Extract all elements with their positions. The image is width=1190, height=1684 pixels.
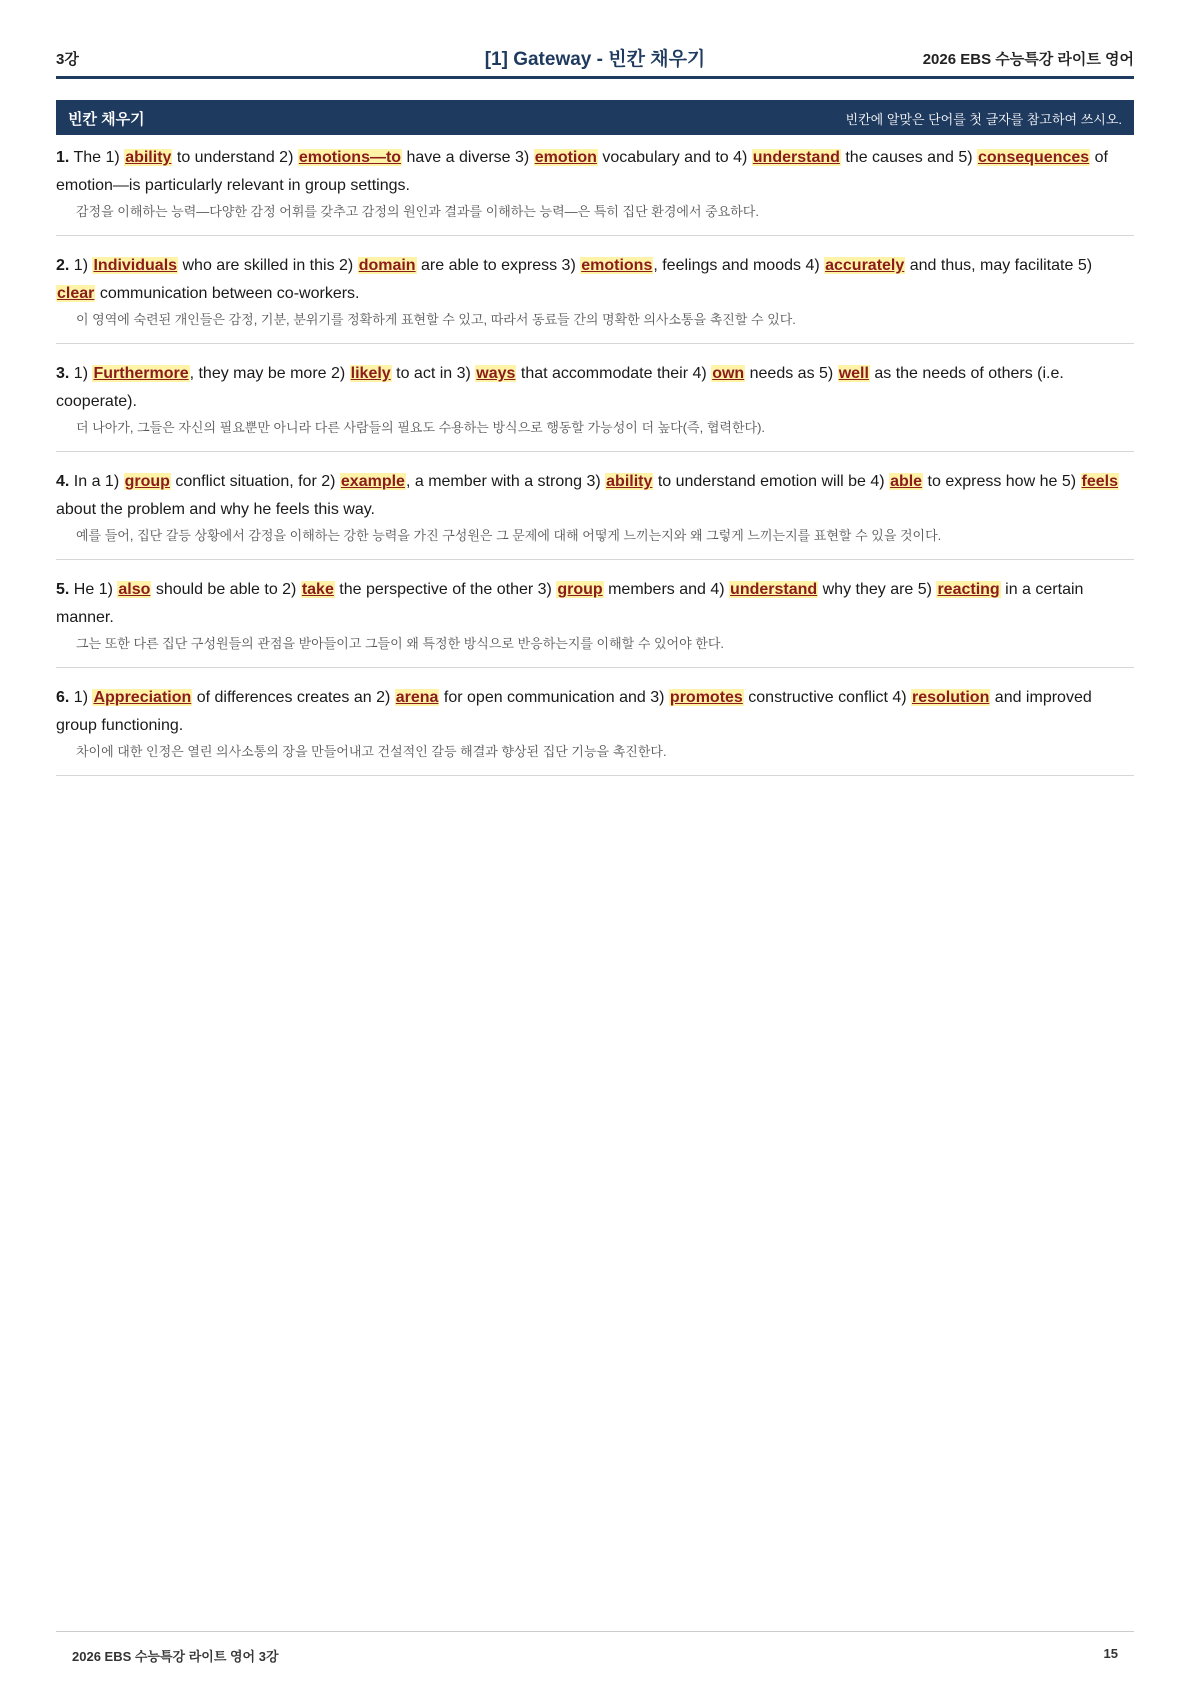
sentence-text: 1) <box>73 365 93 382</box>
exercise-item <box>56 684 1134 776</box>
english-sentence <box>56 144 1134 200</box>
english-sentence <box>56 360 1134 416</box>
sentence-text: for open communication and 3) <box>439 689 669 706</box>
korean-translation: 그는 또한 다른 집단 구성원들의 관점을 받아들이고 그들이 왜 특정한 방식으로 반응하는지를 이해할 수 있어야 한다. <box>76 636 725 651</box>
blank-answer: understand <box>730 581 818 598</box>
exercise-item <box>56 144 1134 236</box>
sentence-text: , a member with a strong 3) <box>405 473 606 490</box>
sentence-text: and thus, may facilitate 5) <box>905 257 1093 274</box>
exercise-item <box>56 468 1134 560</box>
sentence-text: , feelings and moods 4) <box>653 257 825 274</box>
sentence-text: of emotion—is particularly relevant in group settings. <box>56 149 1108 194</box>
blank-answer: Appreciation <box>93 689 192 706</box>
book-title: 2026 EBS 수능특강 라이트 영어 <box>922 51 1134 68</box>
sentence-text: as the needs of others (i.e. cooperate). <box>56 365 1064 410</box>
item-number: 2. <box>56 257 70 274</box>
korean-translation: 차이에 대한 인정은 열린 의사소통의 장을 만들어내고 건설적인 갈등 해결과 향상된 집단 기능을 촉진한다. <box>76 744 667 759</box>
item-number: 3. <box>56 365 70 382</box>
blank-answer: domain <box>358 257 416 274</box>
page-footer <box>56 1631 1134 1664</box>
exercise-item <box>56 576 1134 668</box>
blank-answer: consequences <box>978 149 1090 166</box>
blank-answer: arena <box>395 689 439 706</box>
item-number: 5. <box>56 581 70 598</box>
english-sentence <box>56 468 1134 524</box>
item-number: 6. <box>56 689 70 706</box>
blank-answer: understand <box>752 149 840 166</box>
sentence-text: to express how he 5) <box>923 473 1081 490</box>
sentence-text: The 1) <box>73 149 125 166</box>
sentence-text: needs as 5) <box>745 365 838 382</box>
blank-answer: example <box>340 473 405 490</box>
korean-translation: 감정을 이해하는 능력—다양한 감정 어휘를 갖추고 감정의 원인과 결과를 이해하는 능력—은 특히 집단 환경에서 중요하다. <box>76 204 759 219</box>
sentence-text: have a diverse 3) <box>402 149 534 166</box>
sentence-text: the perspective of the other 3) <box>334 581 557 598</box>
sentence-text: that accommodate their 4) <box>516 365 712 382</box>
blank-answer: Furthermore <box>93 365 189 382</box>
page-number: 15 <box>1103 1646 1118 1661</box>
sentence-text: are able to express 3) <box>416 257 581 274</box>
sentence-text: to understand emotion will be 4) <box>653 473 890 490</box>
blank-answer: ways <box>476 365 516 382</box>
sentence-text: about the problem and why he feels this way. <box>56 501 375 518</box>
blank-answer: own <box>712 365 745 382</box>
page-title: [1] Gateway - 빈칸 채우기 <box>484 49 706 70</box>
blank-answer: reacting <box>937 581 1000 598</box>
sentence-text: constructive conflict 4) <box>743 689 911 706</box>
blank-answer: feels <box>1081 473 1118 490</box>
exercise-item <box>56 360 1134 452</box>
blank-answer: ability <box>606 473 653 490</box>
english-sentence <box>56 576 1134 632</box>
lesson-label: 3강 <box>56 51 79 68</box>
sentence-text: of differences creates an 2) <box>192 689 395 706</box>
blank-answer: Individuals <box>93 257 178 274</box>
sentence-text: the causes and 5) <box>840 149 977 166</box>
sentence-text: in a certain manner. <box>56 581 1084 626</box>
section-instruction: 빈칸에 알맞은 단어를 첫 글자를 참고하여 쓰시오. <box>845 112 1122 127</box>
sentence-text: to understand 2) <box>172 149 298 166</box>
sentence-text: In a 1) <box>73 473 124 490</box>
exercise-list <box>56 144 1134 792</box>
blank-answer: emotions—to <box>298 149 402 166</box>
english-sentence <box>56 684 1134 740</box>
korean-translation: 더 나아가, 그들은 자신의 필요뿐만 아니라 다른 사람들의 필요도 수용하는 방식으로 행동할 가능성이 더 높다(즉, 협력한다). <box>76 420 766 435</box>
sentence-text: who are skilled in this 2) <box>178 257 358 274</box>
footer-book-title: 2026 EBS 수능특강 라이트 영어 3강 <box>72 1649 279 1664</box>
blank-answer: take <box>301 581 334 598</box>
sentence-text: communication between co-workers. <box>95 285 360 302</box>
sentence-text: should be able to 2) <box>151 581 301 598</box>
sentence-text: , they may be more 2) <box>189 365 350 382</box>
section-bar <box>56 100 1134 135</box>
blank-answer: ability <box>125 149 172 166</box>
item-number: 1. <box>56 149 70 166</box>
sentence-text: to act in 3) <box>391 365 476 382</box>
blank-answer: accurately <box>825 257 905 274</box>
korean-translation: 예를 들어, 집단 갈등 상황에서 감정을 이해하는 강한 능력을 가진 구성원은 그 문제에 대해 어떻게 느끼는지와 왜 그렇게 느끼는지를 표현할 수 있을 것이다. <box>76 528 942 543</box>
item-number: 4. <box>56 473 70 490</box>
blank-answer: emotion <box>534 149 597 166</box>
sentence-text: 1) <box>73 257 93 274</box>
sentence-text: why they are 5) <box>818 581 937 598</box>
sentence-text: members and 4) <box>603 581 730 598</box>
blank-answer: group <box>557 581 603 598</box>
blank-answer: group <box>124 473 170 490</box>
page-header <box>56 44 1134 79</box>
sentence-text: He 1) <box>73 581 118 598</box>
sentence-text: vocabulary and to 4) <box>597 149 752 166</box>
blank-answer: able <box>890 473 923 490</box>
sentence-text: and improved group functioning. <box>56 689 1092 734</box>
blank-answer: well <box>838 365 869 382</box>
korean-translation: 이 영역에 숙련된 개인들은 감정, 기분, 분위기를 정확하게 표현할 수 있고, 따라서 동료들 간의 명확한 의사소통을 촉진할 수 있다. <box>76 312 796 327</box>
blank-answer: also <box>118 581 151 598</box>
exercise-item <box>56 252 1134 344</box>
sentence-text: 1) <box>73 689 93 706</box>
section-title: 빈칸 채우기 <box>68 111 145 128</box>
blank-answer: likely <box>350 365 391 382</box>
blank-answer: clear <box>57 285 95 302</box>
blank-answer: emotions <box>581 257 653 274</box>
blank-answer: promotes <box>669 689 743 706</box>
english-sentence <box>56 252 1134 308</box>
sentence-text: conflict situation, for 2) <box>170 473 340 490</box>
blank-answer: resolution <box>912 689 990 706</box>
